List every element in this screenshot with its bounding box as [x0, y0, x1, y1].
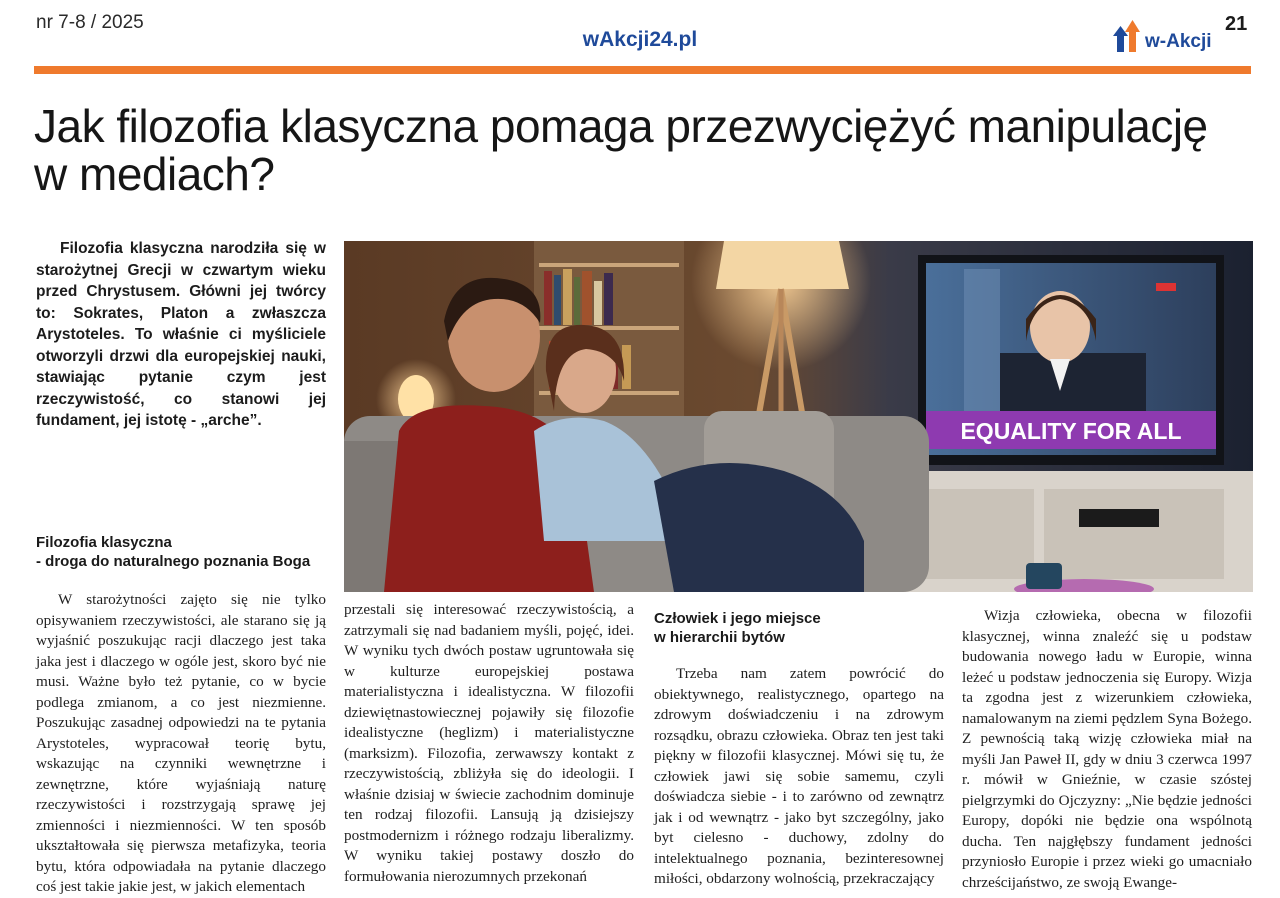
section-heading-2: Człowiek i jego miejsce w hierarchii bytów — [654, 610, 821, 646]
mug — [1026, 563, 1062, 589]
column-4-text: Wizja człowieka, obecna w filozofii klasycznej, winna znaleźć się u podstaw budowania nowego ładu w Europie, winna leżeć u podstaw jednoczenia się Europy. Wizja ta zgodna jest z wizerunkiem człowieka, namalowanym na ziemi pędzlem Syna Bożego. Z pewnością taką wizję człowieka miał na myśli Jan Paweł II, gdy w dniu 3 czerwca 1997 r. mówił w Gnieźnie, w czasie szóstej pielgrzymki do Ojczyzny: „Nie będzie jedności Europy, dopóki nie będzie ona wspólnotą ducha. Ten najgłębszy fundament jedności przyniosło Europie i przez wieki go umacniało chrześcijaństwo, ze swoją Ewange- — [962, 607, 1252, 891]
tv-caption: EQUALITY FOR ALL — [960, 418, 1182, 444]
header-divider — [34, 66, 1251, 74]
site-url[interactable]: wAkcji24.pl — [582, 28, 698, 51]
logo-text: w-Akcji — [1145, 31, 1212, 52]
column-3-text: Trzeba nam zatem powrócić do obiektywnego, realistycznego, opartego na zdrowym doświadczeniu i na zdrowym rozsądku, obrazu człowieka. Obraz ten jest taki piękny w filozofii klasycznej. Mówi się tu, że człowiek jawi się sobie samemu, czyli doświadcza siebie - i to zarówno od zewnątrz jak i od wewnątrz - jako byt szczególny, jako byt cielesno - duchowy, zdolny do intelektualnego poznania, bezinteresownej miłości, obdarzony wolnością, przekraczający — [654, 665, 944, 887]
page-number: 21 — [1225, 13, 1248, 35]
article-lead: Filozofia klasyczna narodziła się w starożytnej Grecji w czwartym wieku przed Chrystusem. Główni jej twórcy to: Sokrates, Platon a zwłaszcza Arystoteles. To właśnie ci myśliciele otworzyli drzwi dla europejskiej nauki, stawiając pytanie czym jest rzeczywistość, co stanowi jej fundament, jej istotę - „arche”. — [36, 240, 326, 429]
column-2-text: przestali się interesować rzeczywistością, a zatrzymali się nad badaniem myśli, pojęć, idei. W wyniku tych dwóch postaw ugruntowała się w kulturze europejskiej postawa materialistyczna i idealistyczna. W filozofii dziewiętnastowiecznej pojawiły się filozofie idealistyczne (heglizm) i materialistyczne (marksizm). Filozofia, zerwawszy kontakt z rzeczywistością, zbliżyła się do ideologii. I właśnie dzisiaj w świecie zachodnim dominuje ten rodzaj filozofii. Lansują ją dzisiejszy postmodernizm i różnego rodzaju liberalizmy. W wyniku takiej postawy doszło do formułowania nierozumnych przekonań — [344, 601, 634, 885]
column-1-text: W starożytności zajęto się nie tylko opisywaniem rzeczywistości, ale starano się ją wyjaśnić poszukując racji dlaczego jest taka jaka jest i dlaczego w ogóle jest, skoro być nie musi. Ważne było też pytanie, co w bycie podlega zmianom, a co jest niezmienne. Poszukując zasadnej odpowiedzi na te pytania Arystoteles, wypracował teorię bytu, wskazując na czynniki wewnętrzne i zewnętrzne, które wyjaśniają naturę rzeczywistości i rozstrzygają sprawę jej zmienności i niezmienności. W ten sposób ukształtowała się pierwsza metafizyka, teoria bytu, która odpowiadała na pytanie dlaczego coś jest takie jakie jest, w jakich elementach — [36, 591, 326, 895]
logo-arrows-icon — [1113, 18, 1143, 54]
article-photo — [344, 241, 1253, 592]
publication-logo — [1113, 14, 1212, 54]
issue-number: nr 7-8 / 2025 — [36, 12, 144, 33]
article-title: Jak filozofia klasyczna pomaga przezwyciężyć manipulację w mediach? — [34, 100, 1208, 200]
section-heading-1: Filozofia klasyczna - droga do naturalnego poznania Boga — [36, 534, 311, 570]
floor-lamp — [716, 241, 849, 289]
